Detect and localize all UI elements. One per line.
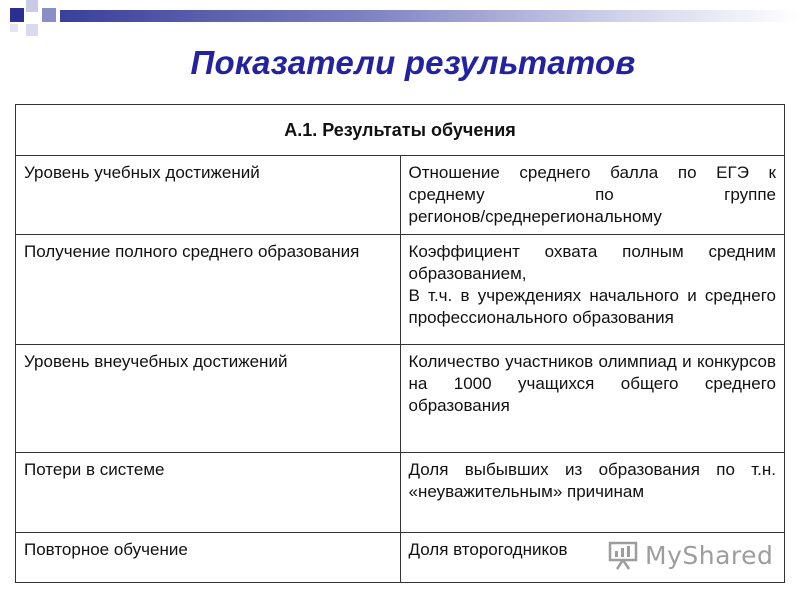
table-header-row <box>16 105 785 156</box>
decor-square <box>10 24 18 32</box>
results-table <box>15 104 785 583</box>
indicator-cell: Уровень учебных достижений <box>16 156 401 235</box>
table-row <box>16 453 785 533</box>
watermark <box>607 538 773 572</box>
measure-line: «неуважительным» причинам <box>408 482 645 501</box>
table-row <box>16 345 785 453</box>
measure-line: Количество участников олимпиад и конкурсов <box>408 352 776 371</box>
measure-cell <box>400 453 785 533</box>
measure-line: Доля второгодников <box>408 540 568 559</box>
measure-line: профессионального образования <box>408 308 674 327</box>
measure-line: среднему по группе <box>408 185 776 204</box>
measure-cell <box>400 345 785 453</box>
decor-square <box>26 0 38 12</box>
slide-title: Показатели результатов <box>190 44 636 81</box>
indicator-cell: Получение полного среднего образования <box>16 235 401 345</box>
measure-line: на 1000 учащихся общего среднего <box>408 374 776 393</box>
table-row <box>16 156 785 235</box>
measure-line: образованием, <box>408 264 527 283</box>
measure-line: В т.ч. в учреждениях начального и среднего <box>408 286 776 305</box>
presentation-board-icon <box>607 540 639 570</box>
measure-line: образования <box>408 396 510 415</box>
indicator-cell: Уровень внеучебных достижений <box>16 345 401 453</box>
measure-cell <box>400 156 785 235</box>
table-header: А.1. Результаты обучения <box>16 105 785 156</box>
indicator-cell: Потери в системе <box>16 453 401 533</box>
indicator-cell: Повторное обучение <box>16 533 401 583</box>
measure-line: регионов/среднерегиональному <box>408 207 662 226</box>
decor-square <box>42 8 56 22</box>
measure-cell <box>400 235 785 345</box>
watermark-text: MyShared <box>645 540 774 570</box>
decor-square <box>10 8 24 22</box>
measure-line: Коэффициент охвата полным средним <box>408 242 776 261</box>
header-gradient-bar <box>60 10 800 22</box>
measure-line: Доля выбывших из образования по т.н. <box>408 460 776 479</box>
decor-square <box>26 24 38 36</box>
measure-line: Отношение среднего балла по ЕГЭ к <box>408 163 776 182</box>
table-row <box>16 235 785 345</box>
